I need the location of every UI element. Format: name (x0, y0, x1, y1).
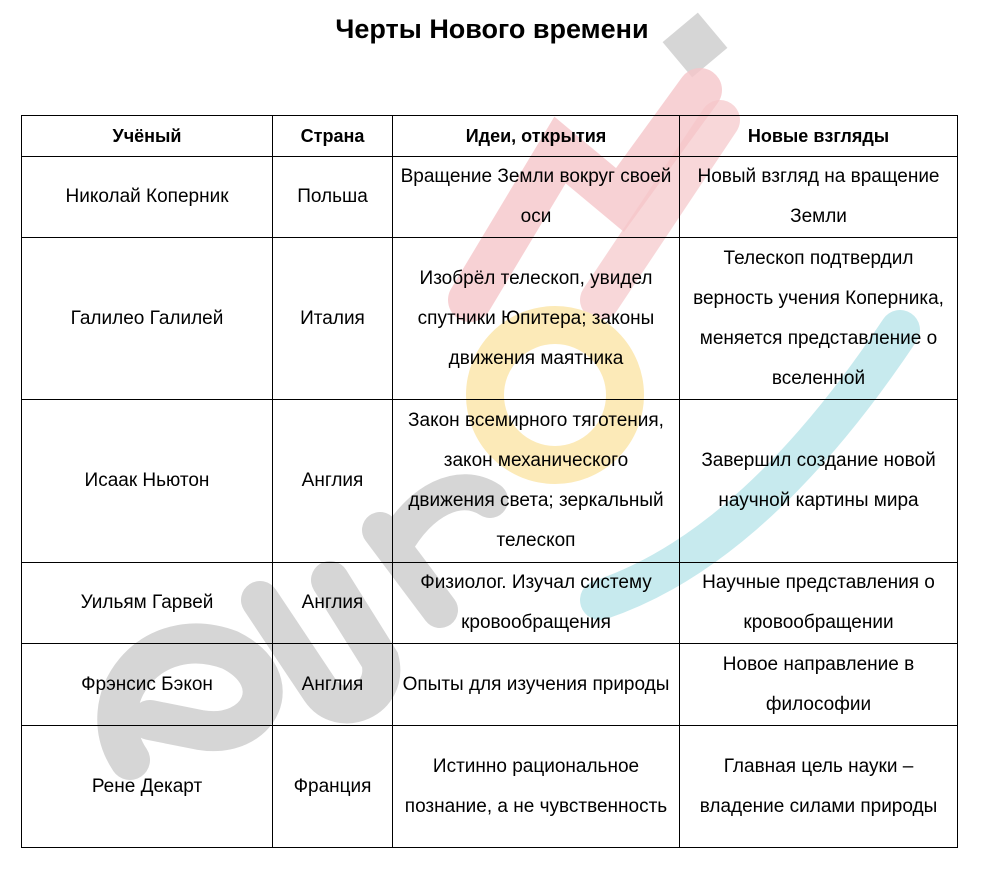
cell-scientist: Рене Декарт (22, 726, 273, 848)
cell-scientist: Исаак Ньютон (22, 400, 273, 563)
cell-scientist: Галилео Галилей (22, 238, 273, 400)
cell-views: Научные представления о кровообращении (680, 563, 958, 644)
cell-country: Англия (273, 644, 393, 726)
cell-country: Франция (273, 726, 393, 848)
cell-views: Главная цель науки – владение силами природы (680, 726, 958, 848)
cell-country: Польша (273, 157, 393, 238)
table-row (22, 563, 958, 644)
table-row (22, 400, 958, 563)
header-scientist: Учёный (22, 116, 273, 157)
header-country: Страна (273, 116, 393, 157)
cell-views: Новое направление в философии (680, 644, 958, 726)
table-row (22, 644, 958, 726)
header-ideas: Идеи, открытия (393, 116, 680, 157)
cell-ideas: Изобрёл телескоп, увидел спутники Юпитера; законы движения маятника (393, 238, 680, 400)
header-views: Новые взгляды (680, 116, 958, 157)
table-row (22, 238, 958, 400)
cell-ideas: Опыты для изучения природы (393, 644, 680, 726)
cell-ideas: Вращение Земли вокруг своей оси (393, 157, 680, 238)
cell-country: Англия (273, 400, 393, 563)
cell-country: Италия (273, 238, 393, 400)
table-header-row (22, 116, 958, 157)
cell-views: Новый взгляд на вращение Земли (680, 157, 958, 238)
cell-ideas: Закон всемирного тяготения, закон механического движения света; зеркальный телескоп (393, 400, 680, 563)
cell-views: Телескоп подтвердил верность учения Коперника, меняется представление о вселенной (680, 238, 958, 400)
cell-scientist: Николай Коперник (22, 157, 273, 238)
table-row (22, 726, 958, 848)
cell-country: Англия (273, 563, 393, 644)
cell-ideas: Физиолог. Изучал систему кровообращения (393, 563, 680, 644)
page-title: Черты Нового времени (335, 14, 649, 44)
cell-ideas: Истинно рациональное познание, а не чувственность (393, 726, 680, 848)
cell-views: Завершил создание новой научной картины мира (680, 400, 958, 563)
table-row (22, 157, 958, 238)
scientists-table (21, 115, 958, 848)
cell-scientist: Фрэнсис Бэкон (22, 644, 273, 726)
cell-scientist: Уильям Гарвей (22, 563, 273, 644)
